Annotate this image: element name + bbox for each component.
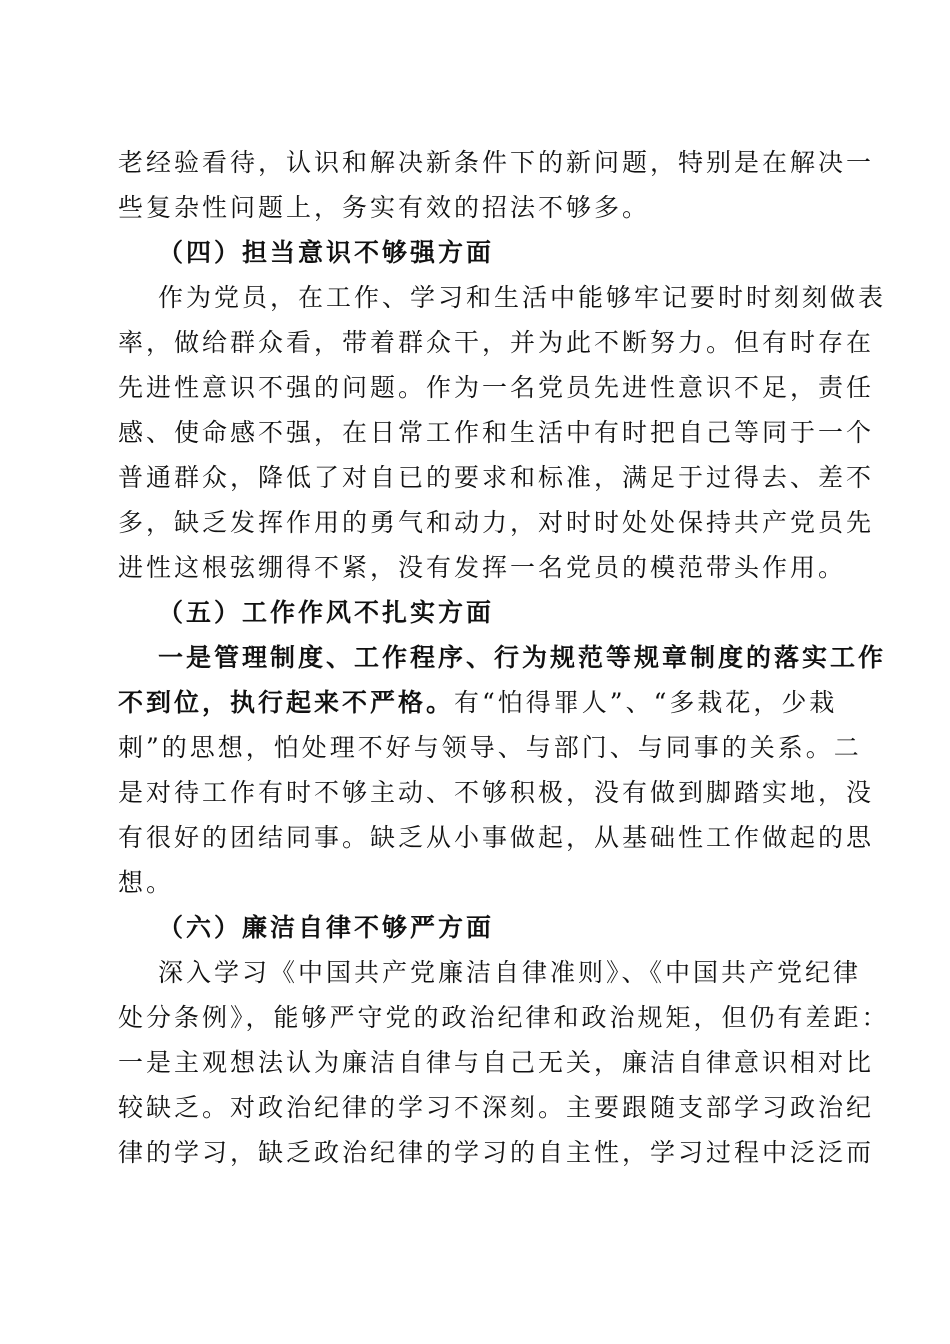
paragraph-line: 是对待工作有时不够主动、不够积极，没有做到脚踏实地，没	[118, 778, 875, 807]
paragraph-line: 律的学习，缺乏政治纪律的学习的自主性，学习过程中泛泛而	[118, 1138, 875, 1167]
paragraph-bold-segment: 不到位，执行起来不严格。	[118, 688, 455, 717]
paragraph-line: 有很好的团结同事。缺乏从小事做起，从基础性工作做起的思	[118, 823, 875, 852]
paragraph-line: 进性这根弦绷得不紧，没有发挥一名党员的模范带头作用。	[118, 553, 847, 582]
section-heading-5: （五）工作作风不扎实方面	[158, 598, 495, 627]
paragraph-line: 想。	[118, 868, 175, 897]
section-heading-4: （四）担当意识不够强方面	[158, 238, 495, 267]
paragraph-line: 较缺乏。对政治纪律的学习不深刻。主要跟随支部学习政治纪	[118, 1093, 875, 1122]
paragraph-line: 些复杂性问题上，务实有效的招法不够多。	[118, 193, 651, 222]
paragraph-line: 处分条例》，能够严守党的政治纪律和政治规矩，但仍有差距：	[118, 1003, 890, 1032]
paragraph-line-mixed	[118, 680, 838, 725]
paragraph-line: 作为党员，在工作、学习和生活中能够牢记要时时刻刻做表	[158, 283, 887, 312]
paragraph-line: 率，做给群众看，带着群众干，并为此不断努力。但有时存在	[118, 328, 875, 357]
paragraph-line: 深入学习《中国共产党廉洁自律准则》、《中国共产党纪律	[158, 958, 862, 987]
paragraph-line: 感、使命感不强，在日常工作和生活中有时把自己等同于一个	[118, 418, 875, 447]
section-heading-6: （六）廉洁自律不够严方面	[158, 913, 495, 942]
paragraph-line: 刺”的思想，怕处理不好与领导、与部门、与同事的关系。二	[118, 733, 862, 762]
paragraph-line: 先进性意识不强的问题。作为一名党员先进性意识不足，责任	[118, 373, 875, 402]
paragraph-line: 一是管理制度、工作程序、行为规范等规章制度的落实工作	[158, 643, 887, 672]
document-body	[118, 140, 890, 1175]
paragraph-line: 老经验看待，认识和解决新条件下的新问题，特别是在解决一	[118, 148, 875, 177]
paragraph-normal-segment: 有“怕得罪人”、“多栽花，少栽	[454, 688, 838, 717]
paragraph-line: 多，缺乏发挥作用的勇气和动力，对时时处处保持共产党员先	[118, 508, 875, 537]
paragraph-line: 普通群众，降低了对自已的要求和标准，满足于过得去、差不	[118, 463, 875, 492]
paragraph-line: 一是主观想法认为廉洁自律与自己无关，廉洁自律意识相对比	[118, 1048, 875, 1077]
